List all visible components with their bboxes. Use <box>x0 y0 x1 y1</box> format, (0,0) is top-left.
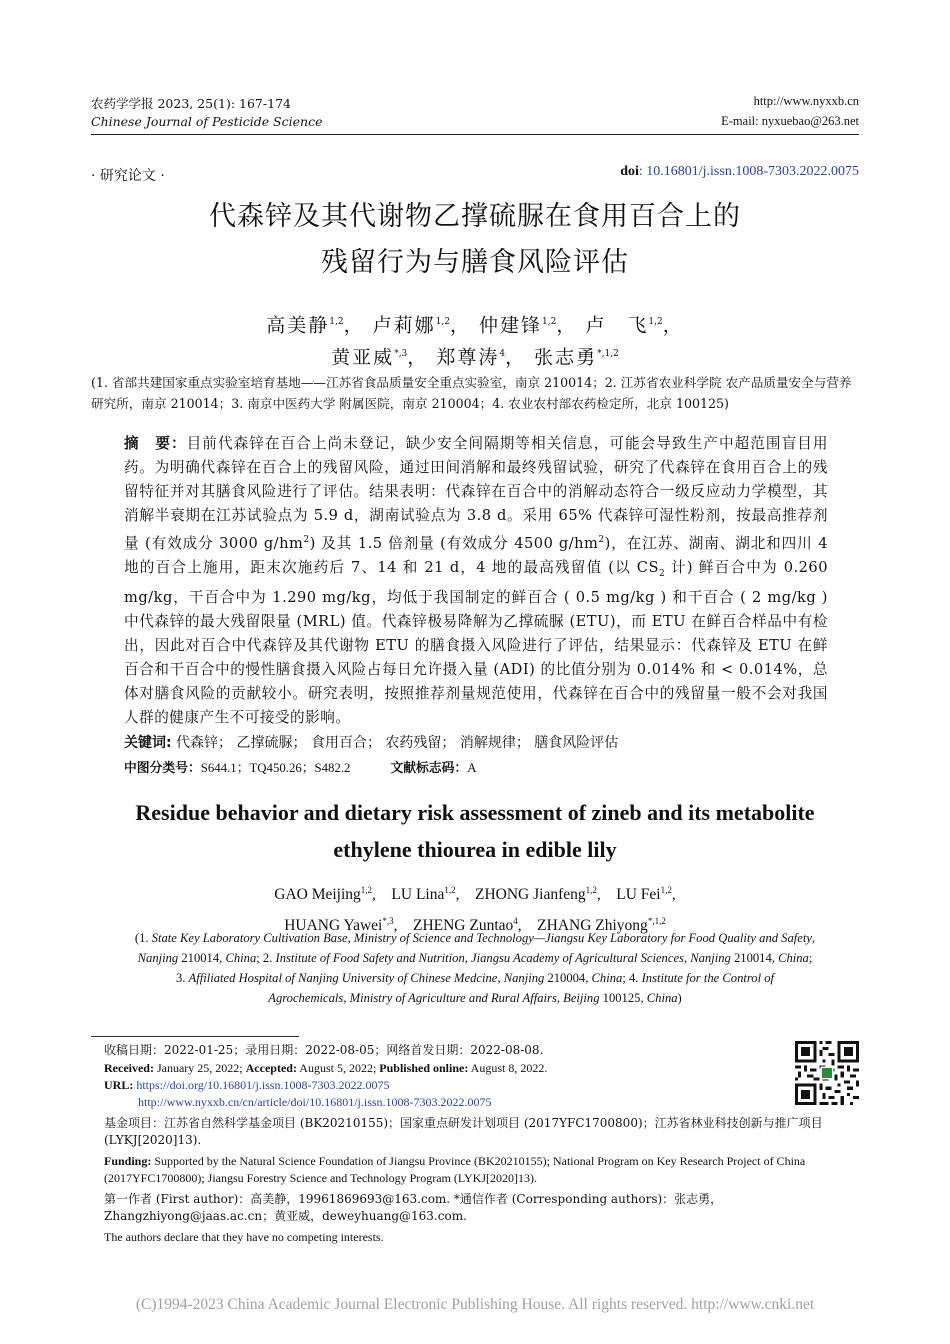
published-label: Published online: <box>379 1061 469 1075</box>
aff-text: , <box>683 951 691 965</box>
authors-zh-line1: 高美静$^{1,2}$， 卢莉娜$^{1,2}$， 仲建锋$^{1,2}$， 卢 飞$^{1,2}$， <box>266 314 684 337</box>
aff-text: 100125, <box>599 991 647 1005</box>
author-name: ZHONG Jianfeng <box>475 886 586 904</box>
url-label: URL: <box>104 1078 134 1092</box>
affiliation-en-line3 <box>100 968 850 988</box>
doi-url-link[interactable]: https://doi.org/10.16801/j.issn.1008-7303.2022.0075 <box>136 1078 390 1092</box>
aff-text: State Key Laboratory Cultivation Base <box>151 931 348 945</box>
section-label: · 研究论文 · <box>91 168 165 184</box>
author-name: 卢 飞 <box>585 314 649 337</box>
authors-en-line1: GAO Meijing$^{1,2}$, LU Lina$^{1,2}$, ZHONG Jianfeng$^{1,2}$, LU Fei$^{1,2}$, <box>274 885 676 904</box>
fund-zh: 基金项目：江苏省自然科学基金项目 (BK20210155)；国家重点研发计划项目 (2017YFC1700800)；江苏省林业科技创新与推广项目 (LYKJ[2020]13). <box>104 1116 823 1147</box>
aff-text: Institute of Food Safety and Nutrition <box>275 951 465 965</box>
aff-text: Jiangsu Academy of Agricultural Sciences <box>471 951 684 965</box>
author-info: 第一作者 (First author)：高美静，19961869693@163.com. *通信作者 (Corresponding authors)：张志勇，Zhangzhiyong@jaas.ac.cn；黄亚威，deweyhuang@163.com. <box>104 1192 723 1223</box>
aff-text: China <box>591 971 623 985</box>
aff-text: (1. <box>134 931 152 945</box>
aff-text: Nanjing <box>503 971 545 985</box>
doc-code-label: 文献标志码： <box>390 761 468 776</box>
doi-link[interactable]: : 10.16801/j.issn.1008-7303.2022.0075 <box>638 164 859 179</box>
accepted-label: Accepted: <box>245 1061 297 1075</box>
author-name: GAO Meijing <box>274 886 361 904</box>
author-name: 高美静 <box>266 314 330 337</box>
title-en-line1: Residue behavior and dietary risk assessment of zineb and its metabolite <box>135 800 815 825</box>
journal-name-zh: 农药学学报 2023, 25(1): 167-174 <box>91 96 291 111</box>
author-sup: 1,2 <box>542 317 557 327</box>
qr-code-icon <box>795 1041 859 1105</box>
authors-zh-line2: 黄亚威$^{*,3}$， 郑尊涛$^4$， 张志勇$^{*,1,2}$ <box>331 346 619 369</box>
author-name: HUANG Yawei <box>284 917 383 935</box>
published-date: August 8, 2022. <box>468 1061 548 1075</box>
author-name: 郑尊涛 <box>436 346 500 369</box>
abstract-text-1: 目前代森锌在百合上尚未登记，缺少安全间隔期等相关信息，可能会导致生产中超范围盲目用药。为明确代森锌在百合上的残留风险，通过田间消解和最终残留试验，研究了代森锌在食用百合上的残留特征并对其膳食风险进行了评估。结果表明：代森锌在百合中的消解动态符合一级反应动力学模型，其消解半衰期在江苏试验点为 5.9 d，湖南试验点为 3.8 d。采用 65% 代森锌可湿性粉剂，按最高推荐剂量 (有效成分 3000 g/hm <box>124 435 828 552</box>
journal-email[interactable]: E-mail: nyxuebao@263.net <box>721 114 859 128</box>
abstract-sup: 2 <box>303 535 310 545</box>
aff-text: 210004, <box>544 971 592 985</box>
author-name: 黄亚威 <box>331 346 395 369</box>
aff-text: Ministry of Science and Technology—Jiangsu Key Laboratory for Food Quality and Safety <box>353 931 812 945</box>
aff-text: Affiliated Hospital of Nanjing University of Chinese Medcine <box>188 971 498 985</box>
affiliation-zh: (1. 省部共建国家重点实验室培育基地——江苏省食品质量安全重点实验室，南京 210014；2. 江苏省农业科学院 农产品质量安全与营养研究所，南京 210014；3. 南京中医药大学 附属医院，南京 210004；4. 农业农村部农药检定所，北京 100125) <box>91 375 852 411</box>
url-line <box>104 1077 784 1094</box>
affiliation-en-line2 <box>100 948 850 968</box>
title-zh-line2: 残留行为与膳食风险评估 <box>321 247 629 278</box>
title-zh-line1: 代森锌及其代谢物乙撑硫脲在食用百合上的 <box>209 201 741 232</box>
keywords-zh <box>124 732 828 752</box>
cnki-footer: (C)1994-2023 China Academic Journal Electronic Publishing House. All rights reserved. http://www.cnki.net <box>135 1296 815 1313</box>
author-sup: 1,2 <box>648 317 663 327</box>
aff-text: , <box>464 951 472 965</box>
author-name: 卢莉娜 <box>372 314 436 337</box>
doi-line <box>620 164 859 180</box>
affiliation-en-line4 <box>100 988 850 1008</box>
abstract-text-2: ) 及其 1.5 倍剂量 (有效成分 4500 g/hm <box>309 534 599 552</box>
aff-text: Agrochemicals <box>268 991 344 1005</box>
authors-zh <box>91 308 859 373</box>
aff-text: 210014, <box>730 951 779 965</box>
abstract-zh <box>124 432 828 730</box>
author-sup: *,3 <box>382 916 394 927</box>
author-name: ZHANG Zhiyong <box>537 917 648 935</box>
title-zh <box>91 194 859 286</box>
funding-en <box>104 1153 859 1187</box>
header-divider <box>91 134 859 135</box>
aff-text: , <box>343 991 350 1005</box>
affiliation-en-line1 <box>100 928 850 948</box>
aff-text: 210014, <box>178 951 226 965</box>
journal-website-link[interactable]: http://www.nyxxb.cn <box>753 94 859 108</box>
received-date: January 25, 2022; <box>153 1061 246 1075</box>
author-sup: 1,2 <box>360 885 373 895</box>
authors-en-line2: HUANG Yawei$^{*,3}$, ZHENG Zuntao$^4$, ZHANG Zhiyong$^{*,1,2}$ <box>284 916 666 935</box>
keywords-text: 代森锌； 乙撑硫脲； 食用百合； 农药残留； 消解规律； 膳食风险评估 <box>171 735 619 751</box>
aff-text: Ministry of Agriculture and Rural Affairs <box>349 991 557 1005</box>
doi-label: doi <box>620 164 639 179</box>
author-sup: 1,2 <box>435 317 450 327</box>
url-line-2 <box>138 1094 778 1111</box>
title-en-line2: ethylene thiourea in edible lily <box>333 837 617 862</box>
author-name: ZHENG Zuntao <box>412 917 514 935</box>
author-sup: 1,2 <box>660 885 672 895</box>
dates-zh: 收稿日期：2022-01-25；录用日期：2022-08-05；网络首发日期：2022-08-08. <box>104 1043 544 1057</box>
author-sup: 1,2 <box>585 885 597 895</box>
aff-text: ; 2. <box>256 951 276 965</box>
abstract-text-4: 计) 鲜百合中为 0.260 mg/kg，干百合中为 1.290 mg/kg，均低于我国制定的鲜百合 ( 0.5 mg/kg ) 和干百合 ( 2 mg/kg ) 中代森锌的最大残留限量 (MRL) 值。代森锌极易降解为乙撑硫脲 (ETU)，而 ETU 在鲜百合样品中有检出，因此对百合中代森锌及其代谢物 ETU 的膳食摄入风险进行了评估，结果显示：代森锌及 ETU 在鲜百合和干百合中的慢性膳食摄入风险占每日允许摄入量 (ADI) 的比值分别为 0.014% 和 < 0.014%，总体对膳食风险的贡献较小。研究表明，按照推荐剂量规范使用，代森锌在百合中的残留量一般不会对我国人群的健康产生不可接受的影响。 <box>124 558 828 726</box>
author-sup: 4 <box>499 349 506 360</box>
aff-text: ) <box>677 991 682 1005</box>
author-name: LU Fei <box>616 886 661 904</box>
abstract-label: 摘 要： <box>124 435 187 452</box>
aff-text: , <box>497 971 504 985</box>
received-label: Received: <box>104 1061 154 1075</box>
journal-name-en: Chinese Journal of Pesticide Science <box>91 114 323 129</box>
classification <box>124 757 476 776</box>
competing-interests: The authors declare that they have no competing interests. <box>104 1230 384 1244</box>
aff-text: Institute for the Control of <box>641 971 775 985</box>
accepted-date: August 5, 2022; <box>296 1061 380 1075</box>
abstract-sup: 2 <box>598 535 605 545</box>
author-sup: 4 <box>513 916 518 927</box>
article-url-link[interactable]: http://www.nyxxb.cn/cn/article/doi/10.16801/j.issn.1008-7303.2022.0075 <box>138 1095 492 1109</box>
author-sup: *,1,2 <box>647 916 666 927</box>
affiliation-en <box>100 928 850 1008</box>
aff-text: 3. <box>175 971 189 985</box>
footnote-divider <box>91 1036 299 1037</box>
funding-label: Funding: <box>104 1154 152 1168</box>
aff-text: Beijing <box>563 991 600 1005</box>
dates-en <box>104 1060 784 1077</box>
aff-text: China <box>225 951 257 965</box>
aff-text: ; <box>808 951 813 965</box>
clc-label: 中图分类号： <box>124 761 201 776</box>
author-name: 仲建锋 <box>479 314 543 337</box>
funding-text: Supported by the Natural Science Foundation of Jiangsu Province (BK20210155); National Program on Key Research Project of China (2017YFC1700800); Jiangsu Forestry Science and Technology Program (LYKJ[2020]13). <box>104 1154 806 1185</box>
aff-text: , <box>347 931 354 945</box>
clc-value: S644.1；TQ450.26；S482.2 <box>200 761 351 775</box>
aff-text: , <box>556 991 564 1005</box>
abstract-sub: 2 <box>658 568 666 579</box>
author-name: LU Lina <box>391 886 445 904</box>
author-sup: *,3 <box>394 349 408 360</box>
title-en <box>91 794 859 868</box>
aff-text: China <box>778 951 809 965</box>
author-name: 张志勇 <box>534 346 598 369</box>
author-sup: *,1,2 <box>597 349 619 360</box>
aff-text: ; 4. <box>622 971 642 985</box>
abstract-text-3: )，在江苏、湖南、湖北和四川 4 地的百合上施用，距末次施药后 7、14 和 21 d，4 地的最高残留值 (以 CS <box>124 534 828 576</box>
doc-code-value: A <box>467 761 477 775</box>
author-sup: 1,2 <box>329 317 344 327</box>
aff-text: , <box>811 931 816 945</box>
aff-text: Nanjing <box>137 951 179 965</box>
keywords-label: 关键词: <box>124 735 172 751</box>
author-sup: 1,2 <box>444 885 456 895</box>
aff-text: China <box>646 991 678 1005</box>
aff-text: Nanjing <box>690 951 731 965</box>
